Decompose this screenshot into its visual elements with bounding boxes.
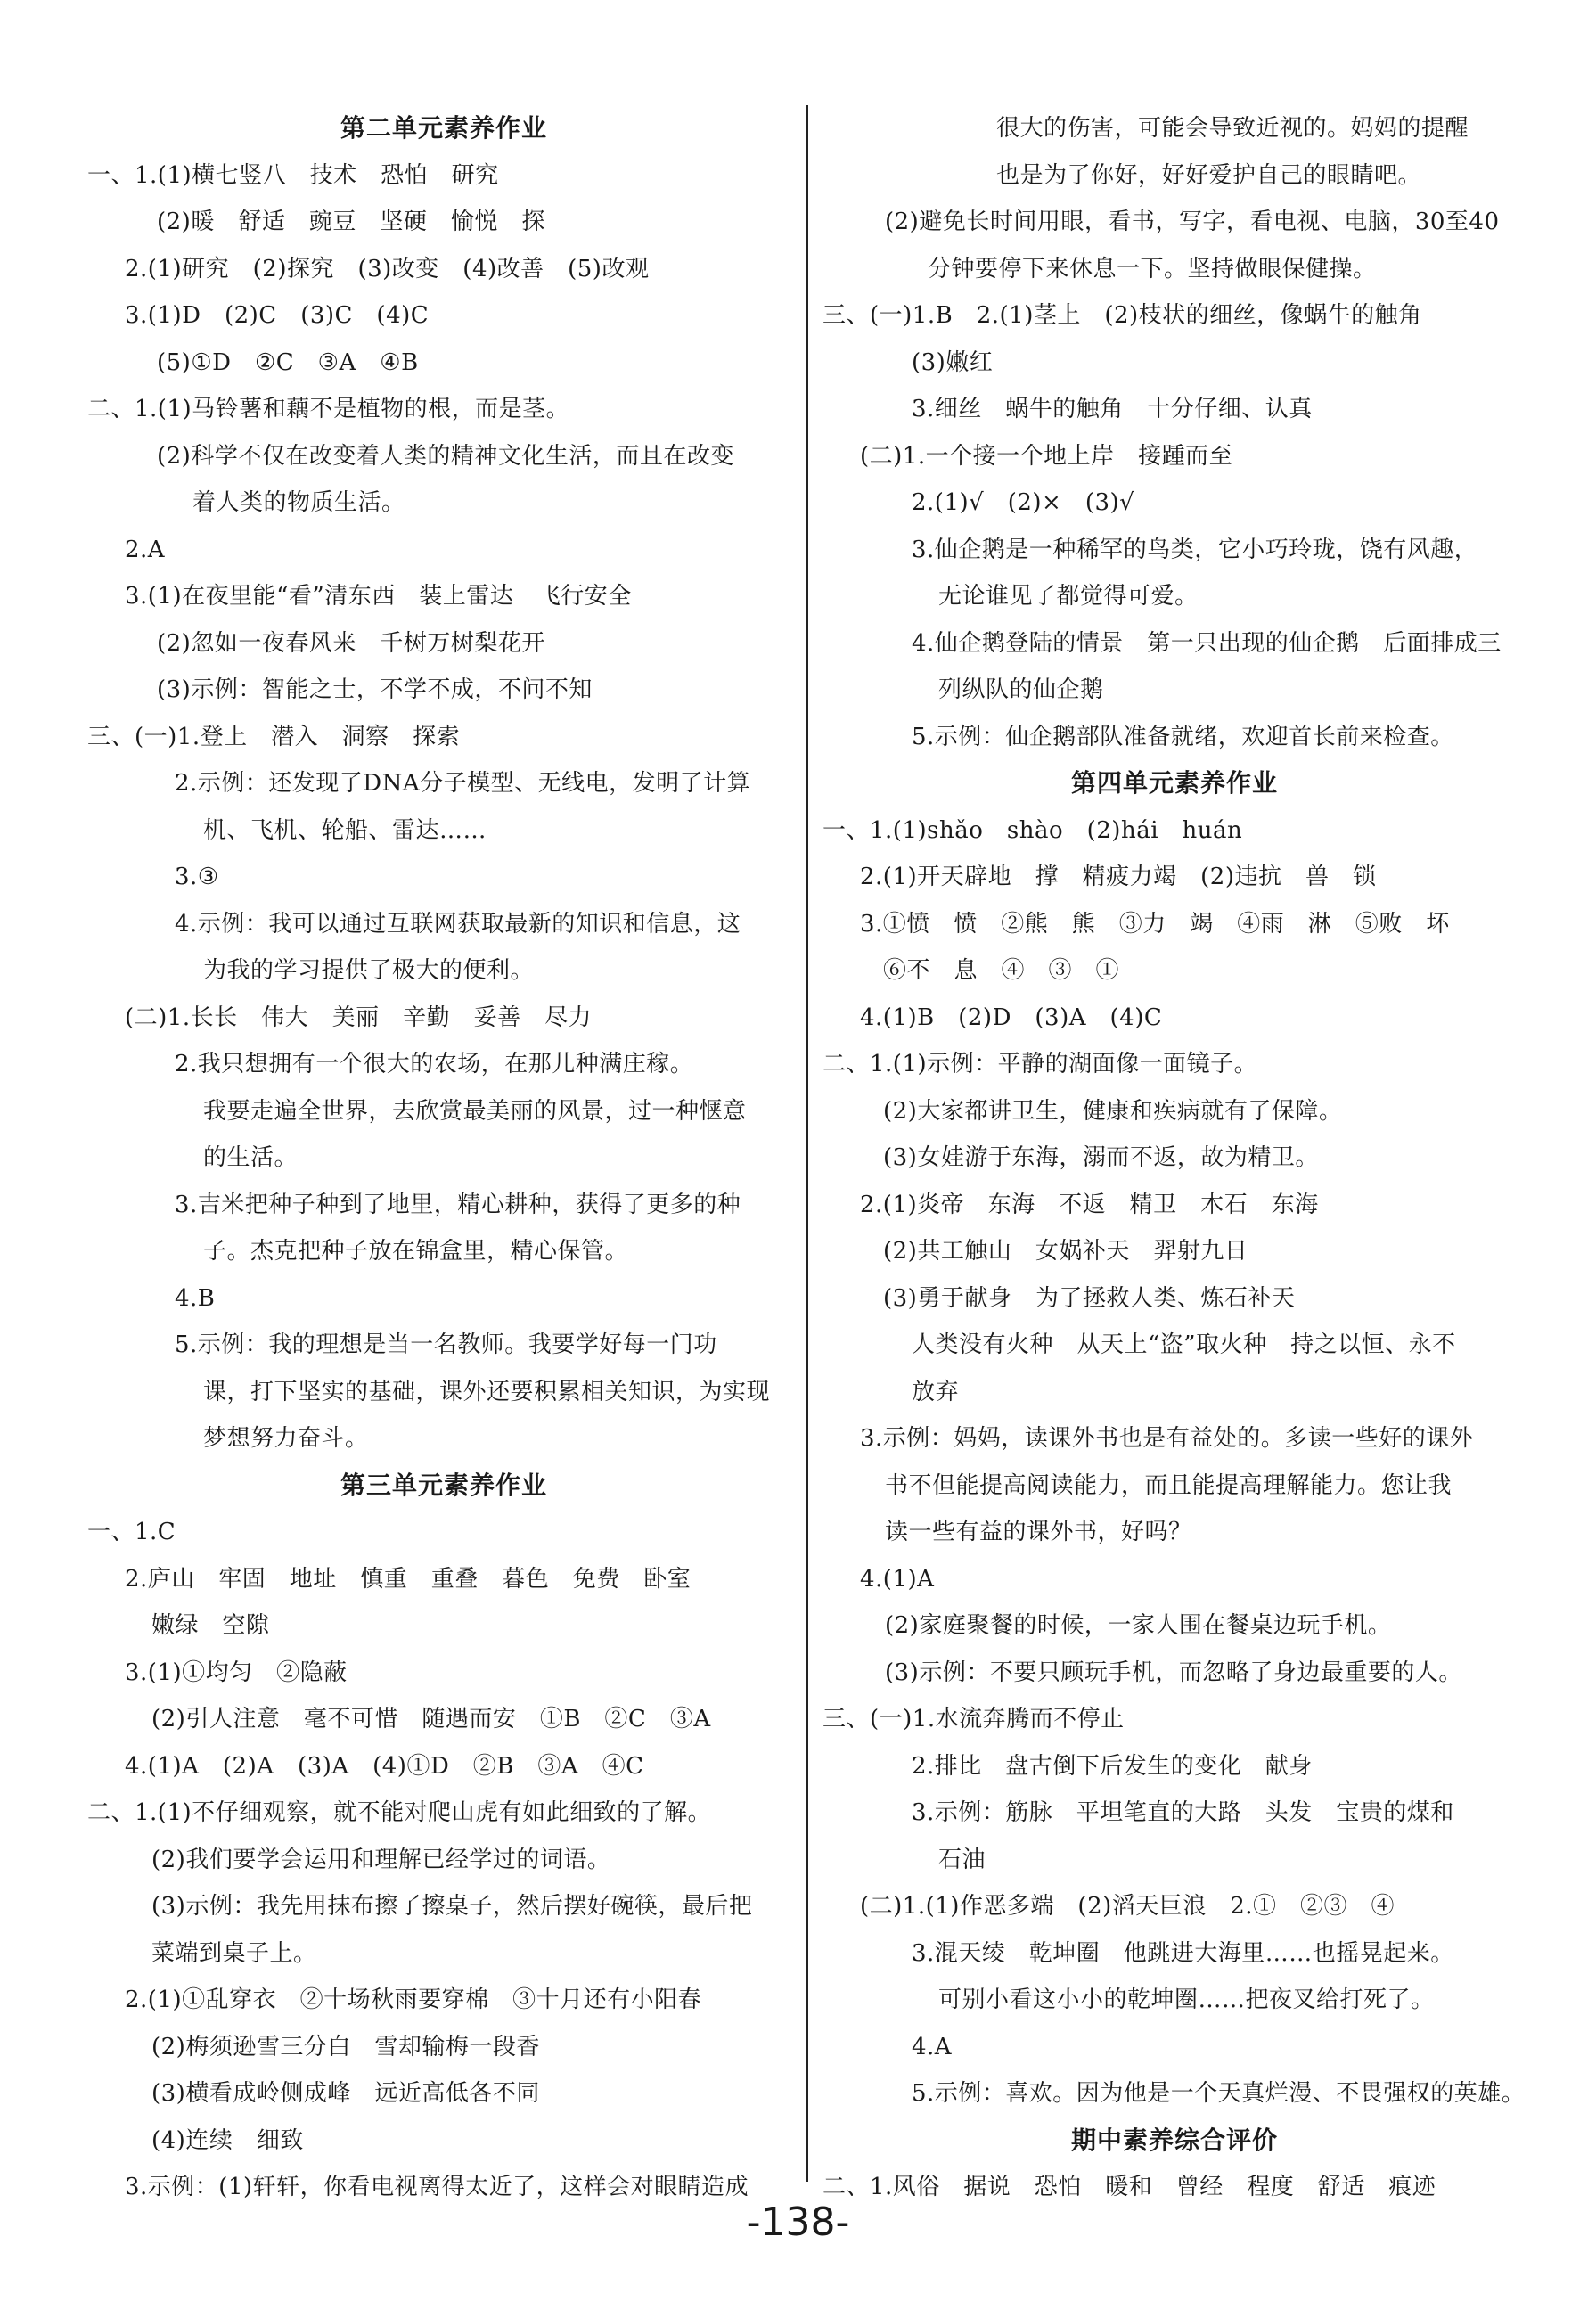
answer-line: 三、(一)1.水流奔腾而不停止 [823, 1706, 1125, 1732]
answer-line: 2.(1)炎帝 东海 不返 精卫 木石 东海 [860, 1191, 1319, 1218]
answer-line: (2)引人注意 毫不可惜 随遇而安 ①B ②C ③A [151, 1706, 711, 1732]
answer-line: 2.(1)开天辟地 撑 精疲力竭 (2)违抗 兽 锁 [860, 864, 1377, 890]
answer-line: 5.示例：仙企鹅部队准备就绪，欢迎首长前来检查。 [912, 723, 1454, 750]
answer-line: 一、1.(1)shǎo shào (2)hái huán [823, 816, 1243, 844]
answer-line: 为我的学习提供了极大的便利。 [203, 957, 535, 984]
answer-line: (3)示例：不要只顾玩手机，而忽略了身边最重要的人。 [885, 1659, 1462, 1686]
answer-line: (3)嫩红 [912, 348, 994, 376]
section-heading: 第二单元素养作业 [340, 113, 547, 143]
answer-line: 2.(1)研究 (2)探究 (3)改变 (4)改善 (5)改观 [125, 255, 650, 283]
answer-line: 着人类的物质生活。 [192, 489, 405, 516]
answer-line: (二)1.一个接一个地上岸 接踵而至 [860, 442, 1233, 470]
left-column [87, 105, 800, 2211]
answer-line: 3.①愤 愤 ②熊 熊 ③力 竭 ④雨 淋 ⑤败 坏 [860, 910, 1450, 938]
answer-line: (2)忽如一夜春风来 千树万树梨花开 [157, 629, 545, 657]
answer-line: 3.示例：(1)轩轩，你看电视离得太近了，这样会对眼睛造成 [125, 2174, 749, 2200]
answer-line: 2.我只想拥有一个很大的农场，在那儿种满庄稼。 [175, 1051, 694, 1077]
answer-line: (2)梅须逊雪三分白 雪却输梅一段香 [151, 2033, 540, 2060]
answer-line: 3.(1)在夜里能“看”清东西 装上雷达 飞行安全 [125, 583, 632, 610]
answer-line: ⑥不 息 ④ ③ ① [883, 957, 1120, 984]
answer-line: 很大的伤害，可能会导致近视的。妈妈的提醒 [996, 115, 1469, 142]
right-column [823, 105, 1526, 2211]
answer-line: 3.(1)D (2)C (3)C (4)C [125, 302, 430, 329]
answer-line: 4.B [175, 1284, 216, 1312]
answer-line: (2)避免长时间用眼，看书，写字，看电视、电脑，30至40 [885, 209, 1500, 235]
answer-line: (3)示例：智能之士，不学不成，不问不知 [157, 676, 593, 703]
answer-line: 二、1.(1)不仔细观察，就不能对爬山虎有如此细致的了解。 [87, 1799, 712, 1826]
answer-line: 二、1.(1)示例：平静的湖面像一面镜子。 [823, 1051, 1258, 1077]
answer-line: 分钟要停下来休息一下。坚持做眼保健操。 [928, 255, 1377, 283]
answer-line: 的生活。 [203, 1144, 299, 1171]
answer-line: 三、(一)1.B 2.(1)茎上 (2)枝状的细丝，像蜗牛的触角 [823, 302, 1422, 329]
answer-line: (3)女娃游于东海，溺而不返，故为精卫。 [883, 1144, 1319, 1171]
answer-line: 二、1.风俗 据说 恐怕 暖和 曾经 程度 舒适 痕迹 [823, 2174, 1436, 2200]
answer-line: 5.示例：我的理想是当一名教师。我要学好每一门功 [175, 1331, 717, 1358]
answer-line: 3.示例：筋脉 平坦笔直的大路 头发 宝贵的煤和 [912, 1799, 1454, 1826]
answer-line: 菜端到桌子上。 [151, 1939, 317, 1967]
column-divider [806, 105, 808, 2182]
answer-line: 2.庐山 牢固 地址 慎重 重叠 暮色 免费 卧室 [125, 1565, 692, 1593]
answer-line: (2)暖 舒适 豌豆 坚硬 愉悦 探 [157, 209, 545, 235]
section-heading: 第三单元素养作业 [340, 1470, 547, 1500]
answer-line: (2)共工触山 女娲补天 羿射九日 [883, 1238, 1248, 1265]
section-heading: 期中素养综合评价 [1070, 2125, 1278, 2155]
answer-line: (2)大家都讲卫生，健康和疾病就有了保障。 [883, 1097, 1343, 1125]
answer-line: 2.排比 盘古倒下后发生的变化 献身 [912, 1752, 1313, 1780]
answer-line: 3.③ [175, 864, 219, 890]
answer-line: 我要走遍全世界，去欣赏最美丽的风景，过一种惬意 [203, 1097, 747, 1125]
section-heading: 第四单元素养作业 [1070, 768, 1278, 798]
answer-line: 放弃 [912, 1378, 960, 1405]
answer-line: (3)勇于献身 为了拯救人类、炼石补天 [883, 1284, 1296, 1312]
answer-line: 嫩绿 空隙 [151, 1612, 270, 1639]
answer-line: (3)示例：我先用抹布擦了擦桌子，然后摆好碗筷，最后把 [151, 1893, 753, 1920]
answer-line: 人类没有火种 从天上“盗”取火种 持之以恒、永不 [912, 1331, 1456, 1358]
answer-line: 4.示例：我可以通过互联网获取最新的知识和信息，这 [175, 910, 741, 938]
answer-line: 一、1.C [87, 1519, 176, 1545]
answer-line: (4)连续 细致 [151, 2126, 304, 2154]
answer-line: 书不但能提高阅读能力，而且能提高理解能力。您让我 [885, 1471, 1453, 1499]
answer-line: 2.(1)√ (2)× (3)√ [912, 489, 1135, 516]
answer-line: 2.A [125, 536, 166, 563]
answer-line: 4.A [912, 2033, 953, 2060]
answer-line: 4.(1)A [860, 1565, 935, 1593]
answer-line: (2)我们要学会运用和理解已经学过的词语。 [151, 1846, 611, 1873]
answer-line: 机、飞机、轮船、雷达…… [203, 816, 487, 844]
answer-line: 4.(1)B (2)D (3)A (4)C [860, 1003, 1163, 1031]
answer-line: 2.示例：还发现了DNA分子模型、无线电，发明了计算 [175, 770, 751, 797]
answer-line: (2)家庭聚餐的时候，一家人围在餐桌边玩手机。 [885, 1612, 1392, 1639]
answer-line: 读一些有益的课外书，好吗？ [885, 1519, 1192, 1545]
page-number: -138- [746, 2199, 850, 2245]
answer-line: 5.示例：喜欢。因为他是一个天真烂漫、不畏强权的英雄。 [912, 2080, 1526, 2107]
answer-line: 子。杰克把种子放在锦盒里，精心保管。 [203, 1238, 629, 1265]
answer-line: 无论谁见了都觉得可爱。 [938, 583, 1199, 610]
answer-line: 梦想努力奋斗。 [203, 1425, 369, 1452]
answer-line: 也是为了你好，好好爱护自己的眼睛吧。 [996, 161, 1422, 189]
answer-line: 三、(一)1.登上 潜入 洞察 探索 [87, 723, 461, 750]
answer-line: 可别小看这小小的乾坤圈……把夜叉给打死了。 [938, 1986, 1435, 2013]
answer-line: 2.(1)①乱穿衣 ②十场秋雨要穿棉 ③十月还有小阳春 [125, 1986, 702, 2013]
answer-line: 石油 [938, 1846, 986, 1873]
answer-line: 课，打下坚实的基础，课外还要积累相关知识，为实现 [203, 1378, 771, 1405]
answer-line: (2)科学不仅在改变着人类的精神文化生活，而且在改变 [157, 442, 734, 470]
answer-line: 4.仙企鹅登陆的情景 第一只出现的仙企鹅 后面排成三 [912, 629, 1502, 657]
answer-line: (5)①D ②C ③A ④B [157, 348, 419, 376]
answer-line: 列纵队的仙企鹅 [938, 676, 1104, 703]
answer-line: (二)1.(1)作恶多端 (2)滔天巨浪 2.① ②③ ④ [860, 1893, 1395, 1920]
answer-line: 3.示例：妈妈，读课外书也是有益处的。多读一些好的课外 [860, 1425, 1474, 1452]
answer-line: 3.仙企鹅是一种稀罕的鸟类，它小巧玲珑，饶有风趣， [912, 536, 1478, 563]
answer-line: 二、1.(1)马铃薯和藕不是植物的根，而是茎。 [87, 396, 570, 422]
answer-line: 4.(1)A (2)A (3)A (4)①D ②B ③A ④C [125, 1752, 644, 1780]
answer-line: (二)1.长长 伟大 美丽 辛勤 妥善 尽力 [125, 1003, 593, 1031]
answer-line: (3)横看成岭侧成峰 远近高低各不同 [151, 2080, 540, 2107]
answer-line: 3.(1)①均匀 ②隐蔽 [125, 1659, 348, 1686]
answer-line: 3.细丝 蜗牛的触角 十分仔细、认真 [912, 396, 1313, 422]
answer-line: 一、1.(1)横七竖八 技术 恐怕 研究 [87, 161, 499, 189]
answer-line: 3.吉米把种子种到了地里，精心耕种，获得了更多的种 [175, 1191, 741, 1218]
answer-line: 3.混天绫 乾坤圈 他跳进大海里……也摇晃起来。 [912, 1939, 1454, 1967]
